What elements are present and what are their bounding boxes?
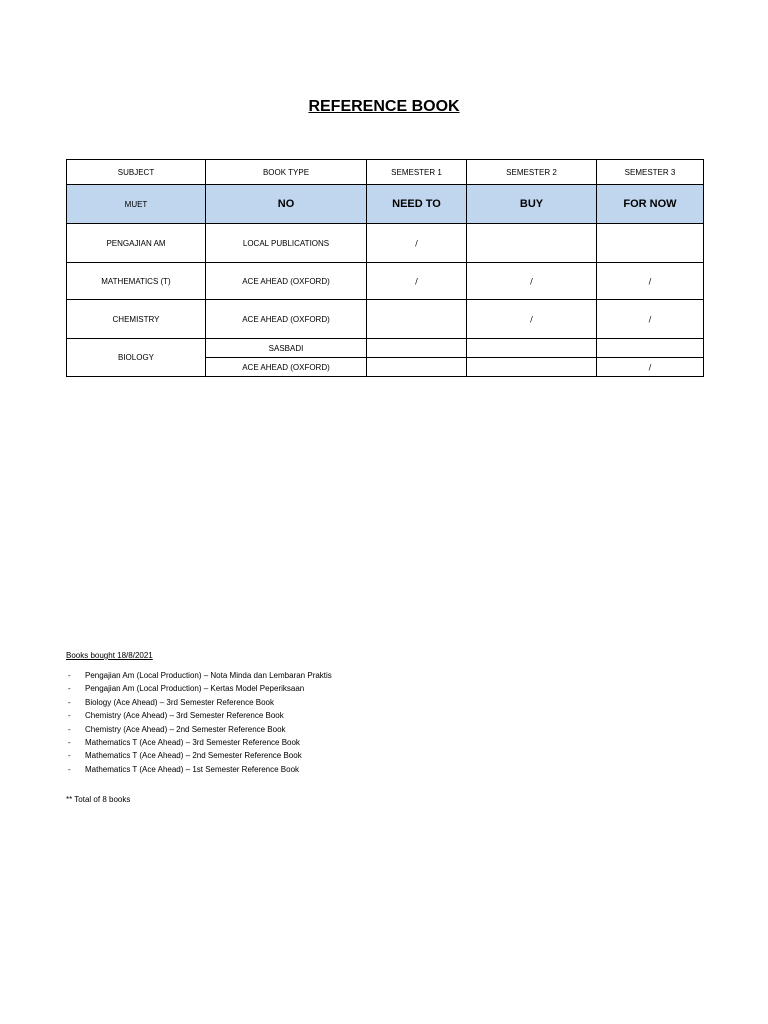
bullet-dash: -: [68, 711, 71, 721]
table-row-biology: [67, 339, 704, 358]
cell-book-type: LOCAL PUBLICATIONS: [206, 224, 367, 263]
list-item-text: Mathematics T (Ace Ahead) – 1st Semester Reference Book: [85, 764, 300, 774]
cell-semester-3-mark: /: [597, 358, 704, 377]
table-header-row: [67, 160, 704, 185]
cell-note: FOR NOW: [597, 185, 704, 224]
bullet-dash: -: [68, 684, 71, 694]
cell-semester-1-mark: /: [367, 224, 467, 263]
list-item: [66, 709, 332, 722]
cell-semester-2-mark: /: [467, 300, 597, 339]
bullet-dash: -: [68, 737, 71, 747]
list-item-text: Biology (Ace Ahead) – 3rd Semester Reference Book: [85, 697, 274, 707]
list-item: [66, 669, 332, 682]
cell-semester-1-mark: [367, 300, 467, 339]
cell-book-type: ACE AHEAD (OXFORD): [206, 300, 367, 339]
list-item-text: Mathematics T (Ace Ahead) – 3rd Semester Reference Book: [85, 737, 300, 747]
table-row-mathematics: [67, 263, 704, 300]
header-semester-2: SEMESTER 2: [467, 160, 597, 185]
list-item: [66, 682, 332, 695]
list-item-text: Mathematics T (Ace Ahead) – 2nd Semester Reference Book: [85, 751, 302, 761]
header-semester-1: SEMESTER 1: [367, 160, 467, 185]
total-books: ** Total of 8 books: [66, 795, 131, 805]
list-item-text: Chemistry (Ace Ahead) – 3rd Semester Reference Book: [85, 711, 284, 721]
list-item: [66, 763, 332, 776]
cell-note: BUY: [467, 185, 597, 224]
list-item-text: Pengajian Am (Local Production) – Kertas Model Peperiksaan: [85, 684, 305, 694]
list-item: [66, 749, 332, 762]
list-item-text: Pengajian Am (Local Production) – Nota Minda dan Lembaran Praktis: [85, 671, 332, 680]
cell-semester-2-mark: /: [467, 263, 597, 300]
list-item: [66, 736, 332, 749]
page-title: REFERENCE BOOK: [308, 98, 460, 115]
cell-note: NEED TO: [367, 185, 467, 224]
table-row-muet: [67, 185, 704, 224]
cell-semester-3-mark: /: [597, 263, 704, 300]
cell-semester-2-mark: [467, 339, 597, 358]
header-book-type: BOOK TYPE: [206, 160, 367, 185]
cell-subject: CHEMISTRY: [67, 300, 206, 339]
reference-book-table: [66, 159, 704, 377]
header-subject: SUBJECT: [67, 160, 206, 185]
list-item-text: Chemistry (Ace Ahead) – 2nd Semester Reference Book: [85, 724, 286, 734]
cell-book-type: ACE AHEAD (OXFORD): [206, 358, 367, 377]
cell-subject: PENGAJIAN AM: [67, 224, 206, 263]
cell-subject: BIOLOGY: [67, 339, 206, 377]
cell-semester-2-mark: [467, 358, 597, 377]
book-list: [66, 669, 332, 776]
bullet-dash: -: [68, 697, 71, 707]
cell-semester-3-mark: /: [597, 300, 704, 339]
cell-semester-3-mark: [597, 224, 704, 263]
bullet-dash: -: [68, 671, 71, 680]
bullet-dash: -: [68, 751, 71, 761]
cell-note: NO: [206, 185, 367, 224]
cell-semester-3-mark: [597, 339, 704, 358]
cell-book-type: ACE AHEAD (OXFORD): [206, 263, 367, 300]
bullet-dash: -: [68, 764, 71, 774]
cell-semester-1-mark: /: [367, 263, 467, 300]
cell-semester-1-mark: [367, 358, 467, 377]
notes-heading: Books bought 18/8/2021: [66, 651, 153, 660]
bullet-dash: -: [68, 724, 71, 734]
table-row-chemistry: [67, 300, 704, 339]
list-item: [66, 696, 332, 709]
header-semester-3: SEMESTER 3: [597, 160, 704, 185]
cell-book-type: SASBADI: [206, 339, 367, 358]
cell-semester-2-mark: [467, 224, 597, 263]
list-item: [66, 723, 332, 736]
cell-subject: MUET: [67, 185, 206, 224]
cell-subject: MATHEMATICS (T): [67, 263, 206, 300]
purchase-notes: [66, 651, 332, 804]
cell-semester-1-mark: [367, 339, 467, 358]
table-row-pengajian-am: [67, 224, 704, 263]
